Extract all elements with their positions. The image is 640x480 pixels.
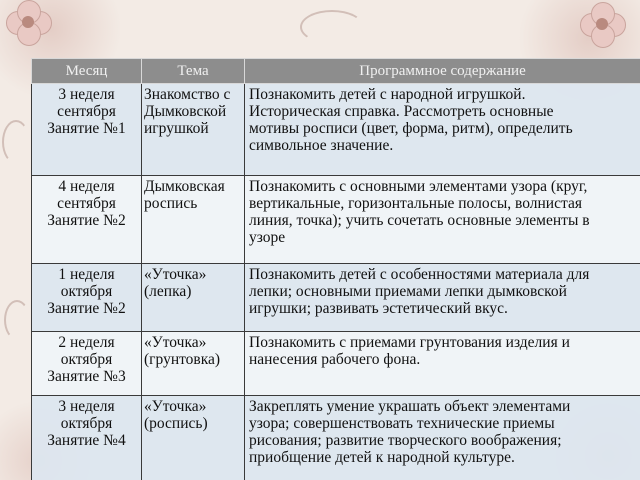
cell-content-line: нанесения рабочего фона. xyxy=(249,351,421,368)
cell-content xyxy=(245,332,640,396)
cell-period-line: 4 неделя xyxy=(58,178,115,195)
cell-content-line: Познакомить детей с народной игрушкой. xyxy=(249,86,526,103)
cell-topic-line: роспись xyxy=(144,195,198,212)
flower-ornament-top-left xyxy=(6,0,50,44)
cell-content-line: символьное значение. xyxy=(249,137,394,154)
cell-topic-line: (лепка) xyxy=(144,283,192,300)
cell-period-line: Занятие №4 xyxy=(47,432,126,449)
cell-content-line: вертикальные, горизонтальные полосы, волнистая xyxy=(249,195,582,212)
cell-period-line: Занятие №3 xyxy=(47,368,126,385)
swirl-ornament-top xyxy=(300,10,364,44)
cell-topic xyxy=(142,176,245,264)
cell-period-line: 3 неделя xyxy=(58,398,115,415)
cell-period-line: 3 неделя xyxy=(58,86,115,103)
cell-content-line: Познакомить детей с особенностями материала для xyxy=(249,266,590,283)
cell-period xyxy=(32,396,142,480)
flower-ornament-top-right xyxy=(580,2,624,46)
table-row xyxy=(32,264,640,332)
cell-period-line: октября xyxy=(60,283,113,300)
cell-period xyxy=(32,84,142,176)
cell-topic-line: игрушкой xyxy=(144,120,209,137)
cell-content-line: узора; совершенствовать технические приемы xyxy=(249,415,555,432)
cell-content xyxy=(245,176,640,264)
cell-content xyxy=(245,396,640,480)
cell-topic-line: (грунтовка) xyxy=(144,351,221,368)
swirl-ornament-left xyxy=(2,120,30,164)
cell-topic-line: (роспись) xyxy=(144,415,208,432)
lesson-plan-table-container xyxy=(31,58,640,480)
cell-content-line: Историческая справка. Рассмотреть основные xyxy=(249,103,554,120)
cell-topic xyxy=(142,396,245,480)
swirl-ornament-left-2 xyxy=(4,300,30,340)
table-row xyxy=(32,332,640,396)
cell-period-line: 2 неделя xyxy=(58,334,115,351)
cell-period xyxy=(32,332,142,396)
cell-period-line: Занятие №2 xyxy=(47,300,126,317)
table-header-row xyxy=(32,59,640,84)
cell-topic-line: Дымковской xyxy=(144,103,227,120)
cell-topic xyxy=(142,332,245,396)
cell-period xyxy=(32,264,142,332)
cell-content-line: приобщение детей к народной культуре. xyxy=(249,449,515,466)
cell-content-line: рисования; развитие творческого воображения; xyxy=(249,432,562,449)
cell-content xyxy=(245,264,640,332)
cell-topic-line: «Уточка» xyxy=(144,266,207,283)
cell-period-line: октября xyxy=(60,415,113,432)
header-program-content: Программное содержание xyxy=(245,59,640,84)
cell-period-line: Занятие №2 xyxy=(47,212,126,229)
cell-topic-line: Дымковская xyxy=(144,178,225,195)
cell-period-line: октября xyxy=(60,351,113,368)
cell-content-line: лепки; основными приемами лепки дымковской xyxy=(249,283,567,300)
lesson-plan-table xyxy=(31,58,640,480)
cell-period-line: сентября xyxy=(57,195,116,212)
cell-period-line: сентября xyxy=(57,103,116,120)
cell-topic-line: «Уточка» xyxy=(144,398,207,415)
header-topic: Тема xyxy=(142,59,245,84)
cell-content-line: узоре xyxy=(249,229,286,246)
cell-content-line: игрушки; развивать эстетический вкус. xyxy=(249,300,508,317)
cell-period xyxy=(32,176,142,264)
cell-content-line: Познакомить с основными элементами узора (круг, xyxy=(249,178,588,195)
cell-topic xyxy=(142,264,245,332)
cell-topic-line: «Уточка» xyxy=(144,334,207,351)
cell-period-line: 1 неделя xyxy=(58,266,115,283)
cell-topic xyxy=(142,84,245,176)
cell-content-line: мотивы росписи (цвет, форма, ритм), определить xyxy=(249,120,573,137)
cell-content-line: линия, точка); учить сочетать основные элементы в xyxy=(249,212,590,229)
table-row xyxy=(32,84,640,176)
table-row xyxy=(32,396,640,480)
cell-content-line: Закреплять умение украшать объект элементами xyxy=(249,398,571,415)
cell-content-line: Познакомить с приемами грунтования изделия и xyxy=(249,334,570,351)
table-row xyxy=(32,176,640,264)
cell-period-line: Занятие №1 xyxy=(47,120,126,137)
header-month: Месяц xyxy=(32,59,142,84)
cell-content xyxy=(245,84,640,176)
cell-topic-line: Знакомство с xyxy=(144,86,231,103)
